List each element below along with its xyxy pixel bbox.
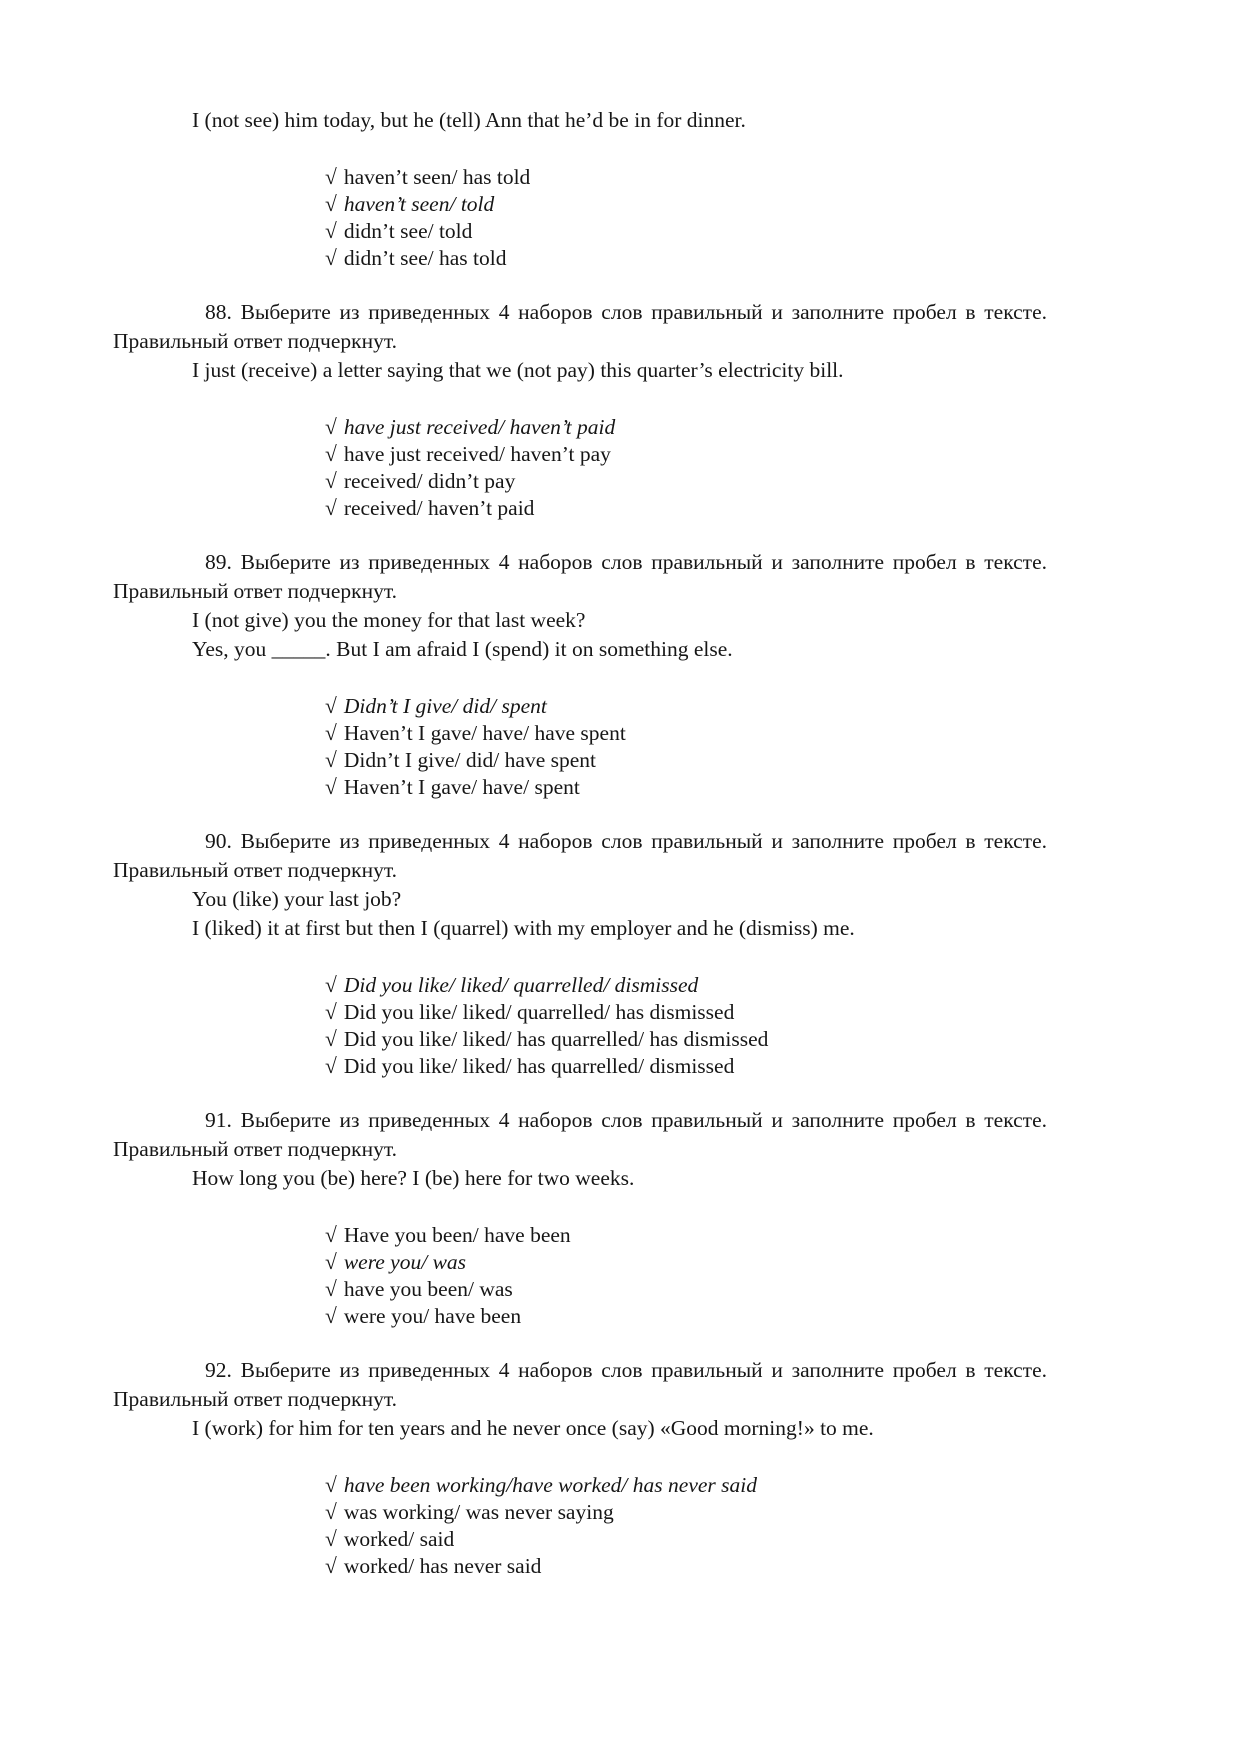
answer-option-text: were you/ have been	[343, 1304, 522, 1328]
answer-option	[325, 1053, 1047, 1080]
question-instruction: 88. Выберите из приведенных 4 наборов слов правильный и заполните пробел в тексте. Правильный ответ подчеркнут.	[113, 300, 1047, 353]
answer-option	[325, 468, 1047, 495]
answer-option-text: worked/ said	[343, 1527, 455, 1551]
check-mark-icon: √	[325, 1277, 337, 1301]
answer-option-text: worked/ has never said	[343, 1554, 542, 1578]
task-sentence: Yes, you _____. But I am afraid I (spend) it on something else.	[192, 637, 733, 661]
answer-option-text: was working/ was never saying	[343, 1500, 614, 1524]
check-mark-icon: √	[325, 1554, 337, 1578]
check-mark-icon: √	[325, 165, 337, 189]
check-mark-icon: √	[325, 1500, 337, 1524]
answer-options	[325, 1222, 1047, 1330]
check-mark-icon: √	[325, 694, 337, 718]
answer-options	[325, 1472, 1047, 1580]
task-sentence: I (work) for him for ten years and he never once (say) «Good morning!» to me.	[192, 1416, 874, 1440]
answer-option	[325, 774, 1047, 801]
answer-option-text: didn’t see/ has told	[343, 246, 507, 270]
check-mark-icon: √	[325, 1304, 337, 1328]
answer-option-correct	[325, 972, 1047, 999]
check-mark-icon: √	[325, 1250, 337, 1274]
answer-options	[325, 414, 1047, 522]
answer-option-text: Did you like/ liked/ quarrelled/ dismissed	[343, 973, 699, 997]
answer-option-text: were you/ was	[343, 1250, 467, 1274]
answer-option-text: haven’t seen/ has told	[343, 165, 531, 189]
question-block-92	[113, 1356, 1047, 1580]
answer-option-correct	[325, 1249, 1047, 1276]
task-sentence: You (like) your last job?	[192, 887, 402, 911]
check-mark-icon: √	[325, 1054, 337, 1078]
answer-option	[325, 747, 1047, 774]
answer-option-text: Haven’t I gave/ have/ spent	[343, 775, 580, 799]
answer-option-correct	[325, 693, 1047, 720]
question-block-88	[113, 298, 1047, 522]
check-mark-icon: √	[325, 246, 337, 270]
check-mark-icon: √	[325, 442, 337, 466]
answer-option	[325, 164, 1047, 191]
answer-option	[325, 1553, 1047, 1580]
question-instruction: 90. Выберите из приведенных 4 наборов слов правильный и заполните пробел в тексте. Правильный ответ подчеркнут.	[113, 829, 1047, 882]
check-mark-icon: √	[325, 469, 337, 493]
answer-option-text: received/ haven’t paid	[343, 496, 535, 520]
answer-options	[325, 693, 1047, 801]
question-instruction: 92. Выберите из приведенных 4 наборов слов правильный и заполните пробел в тексте. Правильный ответ подчеркнут.	[113, 1358, 1047, 1411]
check-mark-icon: √	[325, 1223, 337, 1247]
answer-option	[325, 1276, 1047, 1303]
answer-option-text: Didn’t I give/ did/ have spent	[343, 748, 596, 772]
answer-option	[325, 245, 1047, 272]
answer-option-text: haven’t seen/ told	[343, 192, 495, 216]
answer-option	[325, 441, 1047, 468]
task-sentence: I (liked) it at first but then I (quarrel) with my employer and he (dismiss) me.	[192, 916, 855, 940]
answer-option-text: Have you been/ have been	[343, 1223, 571, 1247]
check-mark-icon: √	[325, 192, 337, 216]
check-mark-icon: √	[325, 748, 337, 772]
answer-options	[325, 164, 1047, 272]
answer-option	[325, 1222, 1047, 1249]
answer-option-text: didn’t see/ told	[343, 219, 473, 243]
question-block-89	[113, 548, 1047, 801]
answer-option	[325, 1303, 1047, 1330]
question-block-91	[113, 1106, 1047, 1330]
question-instruction: 91. Выберите из приведенных 4 наборов слов правильный и заполните пробел в тексте. Правильный ответ подчеркнут.	[113, 1108, 1047, 1161]
check-mark-icon: √	[325, 219, 337, 243]
question-block-90	[113, 827, 1047, 1080]
question-instruction: 89. Выберите из приведенных 4 наборов слов правильный и заполните пробел в тексте. Правильный ответ подчеркнут.	[113, 550, 1047, 603]
task-sentence: I just (receive) a letter saying that we (not pay) this quarter’s electricity bill.	[192, 358, 844, 382]
check-mark-icon: √	[325, 496, 337, 520]
task-sentence: How long you (be) here? I (be) here for two weeks.	[192, 1166, 635, 1190]
answer-option	[325, 720, 1047, 747]
answer-option-correct	[325, 1472, 1047, 1499]
check-mark-icon: √	[325, 1027, 337, 1051]
answer-option-text: have just received/ haven’t pay	[343, 442, 611, 466]
answer-option	[325, 218, 1047, 245]
answer-option	[325, 1526, 1047, 1553]
answer-option-correct	[325, 414, 1047, 441]
task-sentence: I (not see) him today, but he (tell) Ann that he’d be in for dinner.	[192, 108, 746, 132]
task-sentence: I (not give) you the money for that last week?	[192, 608, 586, 632]
answer-options	[325, 972, 1047, 1080]
answer-option	[325, 999, 1047, 1026]
question-block-intro	[113, 106, 1047, 272]
answer-option-text: Did you like/ liked/ has quarrelled/ has dismissed	[343, 1027, 769, 1051]
answer-option-text: have just received/ haven’t paid	[343, 415, 616, 439]
answer-option-text: received/ didn’t pay	[343, 469, 516, 493]
answer-option-text: have been working/have worked/ has never said	[343, 1473, 757, 1497]
answer-option	[325, 1499, 1047, 1526]
answer-option-text: Did you like/ liked/ has quarrelled/ dismissed	[343, 1054, 735, 1078]
answer-option-text: Didn’t I give/ did/ spent	[343, 694, 547, 718]
answer-option	[325, 1026, 1047, 1053]
check-mark-icon: √	[325, 775, 337, 799]
check-mark-icon: √	[325, 721, 337, 745]
check-mark-icon: √	[325, 1527, 337, 1551]
answer-option-text: Did you like/ liked/ quarrelled/ has dismissed	[343, 1000, 735, 1024]
check-mark-icon: √	[325, 1473, 337, 1497]
document-page	[113, 106, 1047, 1606]
answer-option-text: have you been/ was	[343, 1277, 513, 1301]
check-mark-icon: √	[325, 973, 337, 997]
answer-option-text: Haven’t I gave/ have/ have spent	[343, 721, 626, 745]
check-mark-icon: √	[325, 1000, 337, 1024]
answer-option	[325, 495, 1047, 522]
answer-option-correct	[325, 191, 1047, 218]
check-mark-icon: √	[325, 415, 337, 439]
